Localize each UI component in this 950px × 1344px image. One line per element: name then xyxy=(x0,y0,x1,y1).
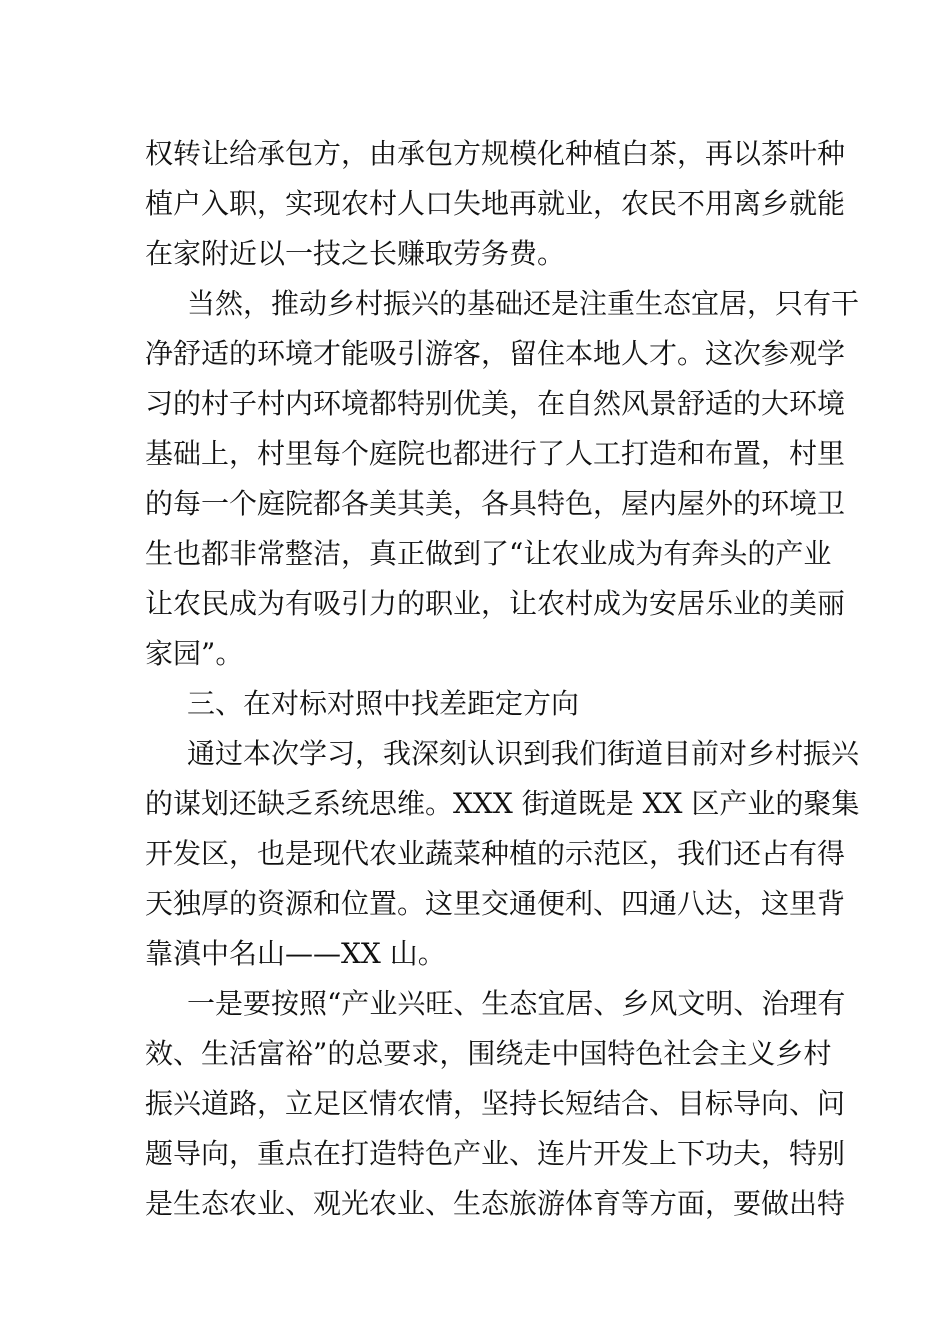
body-text-line: 开发区，也是现代农业蔬菜种植的示范区，我们还占有得 xyxy=(145,837,846,870)
body-text-line: 振兴道路，立足区情农情，坚持长短结合、目标导向、问 xyxy=(145,1087,846,1120)
body-text-line: 生也都非常整洁，真正做到了“让农业成为有奔头的产业 xyxy=(145,537,832,570)
paragraph-first-line: 通过本次学习，我深刻认识到我们街道目前对乡村振兴 xyxy=(187,737,860,770)
body-text-line: 题导向，重点在打造特色产业、连片开发上下功夫，特别 xyxy=(145,1137,846,1170)
section-heading: 三、在对标对照中找差距定方向 xyxy=(187,687,580,720)
body-text-line: 效、生活富裕”的总要求，围绕走中国特色社会主义乡村 xyxy=(145,1037,832,1070)
body-text-line: 权转让给承包方，由承包方规模化种植白茶，再以茶叶种 xyxy=(145,137,846,170)
body-text-line: 基础上，村里每个庭院也都进行了人工打造和布置，村里 xyxy=(145,437,846,470)
paragraph-first-line: 当然，推动乡村振兴的基础还是注重生态宜居，只有干 xyxy=(187,287,860,320)
body-text-line: 让农民成为有吸引力的职业，让农村成为安居乐业的美丽 xyxy=(145,587,846,620)
body-text-line: 靠滇中名山——XX 山。 xyxy=(145,937,446,970)
body-text-line: 习的村子村内环境都特别优美，在自然风景舒适的大环境 xyxy=(145,387,846,420)
body-text-line: 天独厚的资源和位置。这里交通便利、四通八达，这里背 xyxy=(145,887,846,920)
body-text-line: 是生态农业、观光农业、生态旅游体育等方面，要做出特 xyxy=(145,1187,846,1220)
body-text-line: 净舒适的环境才能吸引游客，留住本地人才。这次参观学 xyxy=(145,337,846,370)
body-text-line: 的谋划还缺乏系统思维。XXX 街道既是 XX 区产业的聚集 xyxy=(145,787,860,820)
body-text-line: 在家附近以一技之长赚取劳务费。 xyxy=(145,237,566,270)
paragraph-first-line: 一是要按照“产业兴旺、生态宜居、乡风文明、治理有 xyxy=(187,987,846,1020)
body-text-line: 家园”。 xyxy=(145,637,244,670)
body-text-line: 的每一个庭院都各美其美，各具特色，屋内屋外的环境卫 xyxy=(145,487,846,520)
body-text-line: 植户入职，实现农村人口失地再就业，农民不用离乡就能 xyxy=(145,187,846,220)
